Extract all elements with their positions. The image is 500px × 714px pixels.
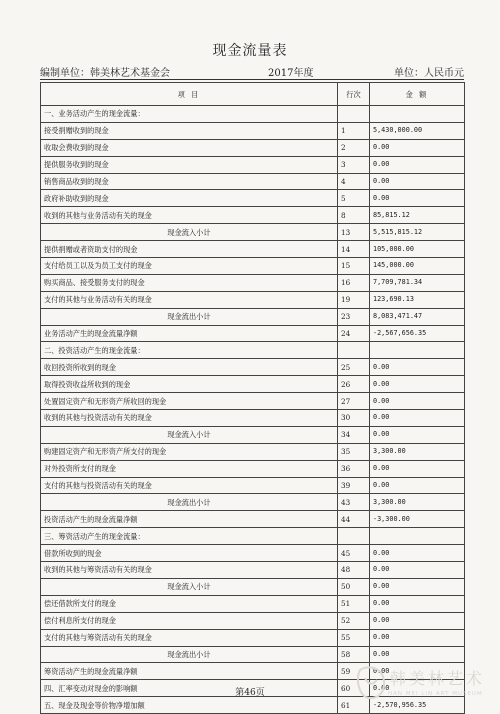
table-row — [41, 224, 465, 241]
table-row — [41, 595, 465, 612]
table-row — [41, 410, 465, 427]
table-row — [41, 393, 465, 410]
compiling-organization: 编制单位：韩美林艺术基金会 — [40, 68, 170, 79]
row-amount: 0.00 — [370, 173, 465, 190]
row-line-number: 36 — [338, 460, 370, 477]
row-line-number: 61 — [338, 697, 370, 714]
row-amount — [370, 528, 465, 545]
table-row — [41, 173, 465, 190]
row-item-label: 销售商品收到的现金 — [41, 173, 338, 190]
row-item-label: 现金流入小计 — [41, 578, 338, 595]
table-row — [41, 122, 465, 139]
row-item-label: 支付的其他与投资活动有关的现金 — [41, 477, 338, 494]
row-item-label: 收到的其他与业务活动有关的现金 — [41, 207, 338, 224]
row-line-number: 34 — [338, 426, 370, 443]
row-line-number: 13 — [338, 224, 370, 241]
row-amount: 0.00 — [370, 410, 465, 427]
row-item-label: 收回投资所收到的现金 — [41, 359, 338, 376]
row-item-label: 一、业务活动产生的现金流量： — [41, 106, 338, 123]
row-item-label: 收取会费收到的现金 — [41, 139, 338, 156]
table-row — [41, 139, 465, 156]
row-item-label: 五、现金及现金等价物净增加额 — [41, 697, 338, 714]
row-line-number: 45 — [338, 545, 370, 562]
table-row — [41, 325, 465, 342]
row-amount: -2,567,656.35 — [370, 325, 465, 342]
row-amount: -2,570,956.35 — [370, 697, 465, 714]
row-amount: 85,815.12 — [370, 207, 465, 224]
row-item-label: 现金流入小计 — [41, 224, 338, 241]
row-item-label: 偿付利息所支付的现金 — [41, 612, 338, 629]
table-row — [41, 629, 465, 646]
row-item-label: 支付给员工以及为员工支付的现金 — [41, 258, 338, 275]
table-row — [41, 511, 465, 528]
row-amount: 0.00 — [370, 460, 465, 477]
table-row — [41, 494, 465, 511]
row-amount: 0.00 — [370, 393, 465, 410]
row-item-label: 业务活动产生的现金流量净额 — [41, 325, 338, 342]
header-item: 项 目 — [41, 83, 338, 106]
row-amount: 7,709,781.34 — [370, 274, 465, 291]
table-row — [41, 460, 465, 477]
table-row — [41, 477, 465, 494]
museum-logo-icon — [354, 664, 388, 702]
row-item-label: 提供捐赠或者资助支付的现金 — [41, 241, 338, 258]
row-line-number: 24 — [338, 325, 370, 342]
row-amount: 0.00 — [370, 156, 465, 173]
row-item-label: 现金流出小计 — [41, 494, 338, 511]
currency-unit: 单位：人民币元 — [394, 68, 464, 79]
table-row — [41, 190, 465, 207]
row-amount: 0.00 — [370, 477, 465, 494]
row-amount — [370, 342, 465, 359]
row-amount: 3,300.00 — [370, 494, 465, 511]
museum-watermark — [350, 660, 500, 707]
row-line-number: 23 — [338, 308, 370, 325]
row-line-number: 3 — [338, 156, 370, 173]
row-line-number: 16 — [338, 274, 370, 291]
row-item-label: 处置固定资产和无形资产所收回的现金 — [41, 393, 338, 410]
row-item-label: 取得投资收益所收到的现金 — [41, 376, 338, 393]
header-amount: 金 额 — [370, 83, 465, 106]
row-line-number: 14 — [338, 241, 370, 258]
table-body — [41, 106, 465, 714]
page-number: 第46页 — [235, 688, 265, 698]
row-item-label: 支付的其他与业务活动有关的现金 — [41, 291, 338, 308]
row-amount: 0.00 — [370, 663, 465, 680]
row-line-number: 58 — [338, 646, 370, 663]
table-row — [41, 376, 465, 393]
table-row — [41, 545, 465, 562]
table-row — [41, 562, 465, 579]
row-line-number: 4 — [338, 173, 370, 190]
row-item-label: 对外投资所支付的现金 — [41, 460, 338, 477]
row-amount: 0.00 — [370, 376, 465, 393]
row-line-number — [338, 106, 370, 123]
row-line-number: 8 — [338, 207, 370, 224]
table-row — [41, 308, 465, 325]
row-item-label: 三、筹资活动产生的现金流量： — [41, 528, 338, 545]
table-row — [41, 426, 465, 443]
row-amount: 0.00 — [370, 629, 465, 646]
row-amount: -3,300.00 — [370, 511, 465, 528]
row-line-number: 26 — [338, 376, 370, 393]
row-amount: 3,300.00 — [370, 443, 465, 460]
row-item-label: 支付的其他与筹资活动有关的现金 — [41, 629, 338, 646]
row-line-number: 2 — [338, 139, 370, 156]
statement-meta — [40, 64, 464, 78]
fiscal-year: 2017年度 — [268, 68, 314, 79]
table-row — [41, 258, 465, 275]
row-line-number: 52 — [338, 612, 370, 629]
meta-divider — [40, 79, 464, 80]
table-row — [41, 241, 465, 258]
row-amount: 0.00 — [370, 646, 465, 663]
row-amount: 0.00 — [370, 426, 465, 443]
row-item-label: 接受捐赠收到的现金 — [41, 122, 338, 139]
row-line-number: 35 — [338, 443, 370, 460]
table-row — [41, 156, 465, 173]
cash-flow-table — [40, 82, 465, 714]
row-item-label: 四、汇率变动对现金的影响额 — [41, 680, 338, 697]
row-line-number: 48 — [338, 562, 370, 579]
row-amount: 5,515,815.12 — [370, 224, 465, 241]
row-item-label: 筹资活动产生的现金流量净额 — [41, 663, 338, 680]
row-line-number: 30 — [338, 410, 370, 427]
table-header-row — [41, 83, 465, 106]
table-row — [41, 359, 465, 376]
row-line-number: 15 — [338, 258, 370, 275]
row-amount: 5,430,000.00 — [370, 122, 465, 139]
row-item-label: 现金流入小计 — [41, 426, 338, 443]
row-line-number: 43 — [338, 494, 370, 511]
row-amount: 0.00 — [370, 359, 465, 376]
row-amount: 0.00 — [370, 578, 465, 595]
row-amount: 105,000.00 — [370, 241, 465, 258]
row-item-label: 现金流出小计 — [41, 308, 338, 325]
row-amount: 0.00 — [370, 680, 465, 697]
row-line-number: 39 — [338, 477, 370, 494]
row-amount: 0.00 — [370, 595, 465, 612]
row-item-label: 借款所收到的现金 — [41, 545, 338, 562]
row-amount: 8,083,471.47 — [370, 308, 465, 325]
row-item-label: 政府补助收到的现金 — [41, 190, 338, 207]
page-title: 现金流量表 — [212, 43, 288, 59]
row-item-label: 收到的其他与筹资活动有关的现金 — [41, 562, 338, 579]
header-line-no: 行次 — [338, 83, 370, 106]
row-amount: 0.00 — [370, 612, 465, 629]
table-row — [41, 612, 465, 629]
table-row — [41, 342, 465, 359]
row-line-number: 50 — [338, 578, 370, 595]
table-row — [41, 106, 465, 123]
row-item-label: 投资活动产生的现金流量净额 — [41, 511, 338, 528]
row-line-number: 25 — [338, 359, 370, 376]
row-amount: 0.00 — [370, 545, 465, 562]
row-line-number: 1 — [338, 122, 370, 139]
row-item-label: 提供服务收到的现金 — [41, 156, 338, 173]
row-item-label: 现金流出小计 — [41, 646, 338, 663]
row-amount: 0.00 — [370, 139, 465, 156]
row-line-number — [338, 342, 370, 359]
row-amount — [370, 106, 465, 123]
row-item-label: 购建固定资产和无形资产所支付的现金 — [41, 443, 338, 460]
row-line-number: 59 — [338, 663, 370, 680]
row-line-number: 44 — [338, 511, 370, 528]
row-amount: 145,000.00 — [370, 258, 465, 275]
row-line-number: 51 — [338, 595, 370, 612]
row-item-label: 收到的其他与投资活动有关的现金 — [41, 410, 338, 427]
row-item-label: 二、投资活动产生的现金流量： — [41, 342, 338, 359]
table-row — [41, 578, 465, 595]
watermark-english: HAN MEI LIN ART MUSEUM — [388, 691, 483, 697]
table-row — [41, 207, 465, 224]
row-line-number: 19 — [338, 291, 370, 308]
row-amount: 123,690.13 — [370, 291, 465, 308]
row-item-label: 购买商品、接受服务支付的现金 — [41, 274, 338, 291]
row-line-number: 5 — [338, 190, 370, 207]
row-line-number: 55 — [338, 629, 370, 646]
row-line-number — [338, 528, 370, 545]
row-item-label: 偿还借款所支付的现金 — [41, 595, 338, 612]
table-row — [41, 274, 465, 291]
row-amount: 0.00 — [370, 190, 465, 207]
watermark-chinese: 韩美林艺术 — [390, 669, 486, 688]
row-line-number: 60 — [338, 680, 370, 697]
table-row — [41, 443, 465, 460]
table-row — [41, 291, 465, 308]
table-row — [41, 528, 465, 545]
row-line-number: 27 — [338, 393, 370, 410]
row-amount: 0.00 — [370, 562, 465, 579]
